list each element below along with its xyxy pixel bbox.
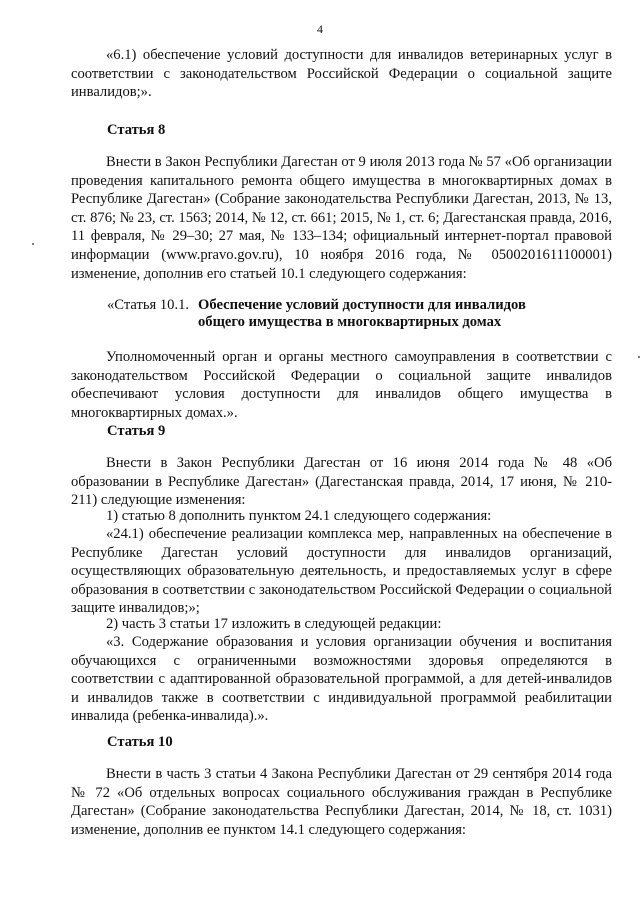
article-10-1-text: Уполномоченный орган и органы местного самоуправления в соответствии с законодательством Российской Федерации о социальной защите инвалидов обеспечивают условия доступности для инвалидов общего имущества в многоквартирных домах.». [71, 349, 612, 421]
article-10-1-title-line1: Обеспечение условий доступности для инвалидов [198, 297, 526, 313]
article-10-1-title [198, 297, 612, 331]
article-9-item-1: 1) статью 8 дополнить пунктом 24.1 следующего содержания: [106, 508, 492, 524]
page-number: 4 [317, 22, 323, 36]
article-9-heading: Статья 9 [107, 423, 166, 439]
article-10-1-label: «Статья 10.1. [107, 297, 190, 313]
article-10-text: Внести в часть 3 статьи 4 Закона Республики Дагестан от 29 сентября 2014 года № 72 «Об отдельных вопросах социального обслуживания граждан в Республике Дагестан» (Собрание законодательства Республики Дагестан, 2014, № 18, ст. 1031) изменение, дополнив ее пунктом 14.1 следующего содержания: [71, 766, 612, 838]
scan-dot [32, 243, 34, 245]
article-10-heading: Статья 10 [107, 734, 173, 750]
article-9-item-1-text: «24.1) обеспечение реализации комплекса мер, направленных на обеспечение в Республике Дагестан условий доступности для инвалидов организаций, осуществляющих образовательную деятельность, и предоставляемых услуг в сфере образования в соответствии с законодательством Российской Федерации о социальной защите инвалидов;»; [71, 526, 612, 617]
article-9-text: Внести в Закон Республики Дагестан от 16 июня 2014 года № 48 «Об образовании в Республике Дагестан» (Дагестанская правда, 2014, 17 июня, № 210-211) следующие изменения: [71, 455, 612, 509]
article-9-item-2: 2) часть 3 статьи 17 изложить в следующей редакции: [106, 616, 442, 632]
paragraph-6-1: «6.1) обеспечение условий доступности для инвалидов ветеринарных услуг в соответствии с законодательством Российской Федерации о социальной защите инвалидов;». [71, 47, 612, 101]
article-8-heading: Статья 8 [107, 122, 166, 138]
article-8-text: Внести в Закон Республики Дагестан от 9 июля 2013 года № 57 «Об организации проведения капитального ремонта общего имущества в многоквартирных домах в Республике Дагестан» (Собрание законодательства Республики Дагестан, 2013, № 13, ст. 876; № 23, ст. 1563; 2014, № 12, ст. 661; 2015, № 1, ст. 6; Дагестанская правда, 2016, 11 февраля, № 29–30; 27 мая, № 133–134; официальный интернет-портал правовой информации (www.pravo.gov.ru), 10 ноября 2016 года, № 0500201611100001) изменение, дополнив его статьей 10.1 следующего содержания: [71, 154, 612, 282]
article-9-item-2-text: «3. Содержание образования и условия организации обучения и воспитания обучающихся с ограниченными возможностями здоровья определяются в соответствии с адаптированной образовательной программой, а для детей-инвалидов и инвалидов также в соответствии с индивидуальной программой реабилитации инвалида (ребенка-инвалида).». [71, 634, 612, 725]
article-10-1-title-line2: общего имущества в многоквартирных домах [198, 314, 502, 330]
